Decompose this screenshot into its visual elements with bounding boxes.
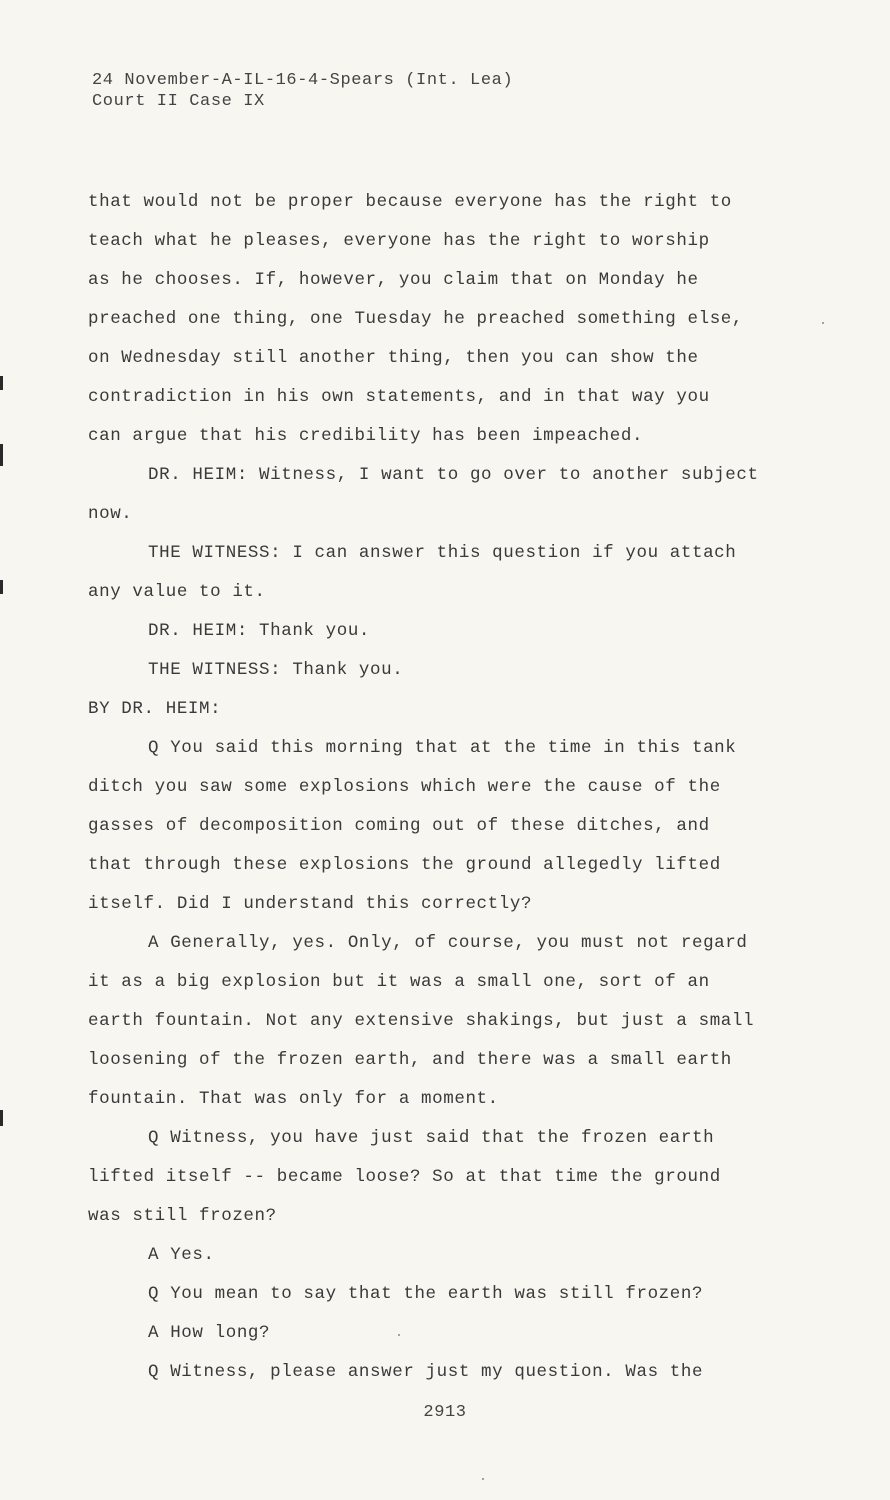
- transcript-line: Q Witness, you have just said that the frozen earth: [148, 1128, 715, 1148]
- transcript-line: teach what he pleases, everyone has the right to worship: [88, 231, 710, 251]
- transcript-line: was still frozen?: [88, 1206, 277, 1226]
- transcript-line: A How long?: [148, 1323, 271, 1343]
- transcript-line: on Wednesday still another thing, then you can show the: [88, 348, 699, 368]
- transcript-line: THE WITNESS: Thank you.: [148, 660, 404, 680]
- transcript-line: that would not be proper because everyone has the right to: [88, 192, 732, 212]
- transcript-line: lifted itself -- became loose? So at that time the ground: [88, 1167, 721, 1187]
- transcript-line: A Yes.: [148, 1245, 215, 1265]
- transcript-line: it as a big explosion but it was a small one, sort of an: [88, 972, 710, 992]
- transcript-line: DR. HEIM: Witness, I want to go over to another subject: [148, 465, 759, 485]
- transcript-line: contradiction in his own statements, and in that way you: [88, 387, 710, 407]
- transcript-line: gasses of decomposition coming out of these ditches, and: [88, 816, 710, 836]
- transcript-line: now.: [88, 504, 133, 524]
- transcript-line: A Generally, yes. Only, of course, you must not regard: [148, 933, 748, 953]
- transcript-line: loosening of the frozen earth, and there was a small earth: [88, 1050, 732, 1070]
- left-edge-mark: [0, 444, 3, 466]
- transcript-line: THE WITNESS: I can answer this question if you attach: [148, 543, 737, 563]
- transcript-line: ditch you saw some explosions which were the cause of the: [88, 777, 721, 797]
- transcript-line: fountain. That was only for a moment.: [88, 1089, 499, 1109]
- transcript-body: [88, 186, 808, 1395]
- transcript-line: as he chooses. If, however, you claim that on Monday he: [88, 270, 699, 290]
- transcript-line: earth fountain. Not any extensive shakings, but just a small: [88, 1011, 755, 1031]
- transcript-line: Q You mean to say that the earth was still frozen?: [148, 1284, 704, 1304]
- paper-speck: [482, 1478, 484, 1480]
- transcript-line: can argue that his credibility has been impeached.: [88, 426, 644, 446]
- transcript-line: Q You said this morning that at the time in this tank: [148, 738, 737, 758]
- document-header: [92, 70, 513, 112]
- transcript-line: Q Witness, please answer just my question. Was the: [148, 1362, 704, 1382]
- paper-speck: [822, 322, 824, 324]
- transcript-line: preached one thing, one Tuesday he preached something else,: [88, 309, 744, 329]
- page-number: 2913: [423, 1403, 467, 1422]
- left-edge-mark: [0, 1110, 3, 1126]
- transcript-line: BY DR. HEIM:: [88, 699, 222, 719]
- header-line: 24 November-A-IL-16-4-Spears (Int. Lea): [92, 71, 514, 90]
- transcript-line: itself. Did I understand this correctly?: [88, 894, 533, 914]
- transcript-line: any value to it.: [88, 582, 266, 602]
- left-edge-mark: [0, 376, 3, 390]
- left-edge-mark: [0, 580, 3, 594]
- header-line: Court II Case IX: [92, 92, 265, 111]
- transcript-line: DR. HEIM: Thank you.: [148, 621, 371, 641]
- transcript-line: that through these explosions the ground allegedly lifted: [88, 855, 721, 875]
